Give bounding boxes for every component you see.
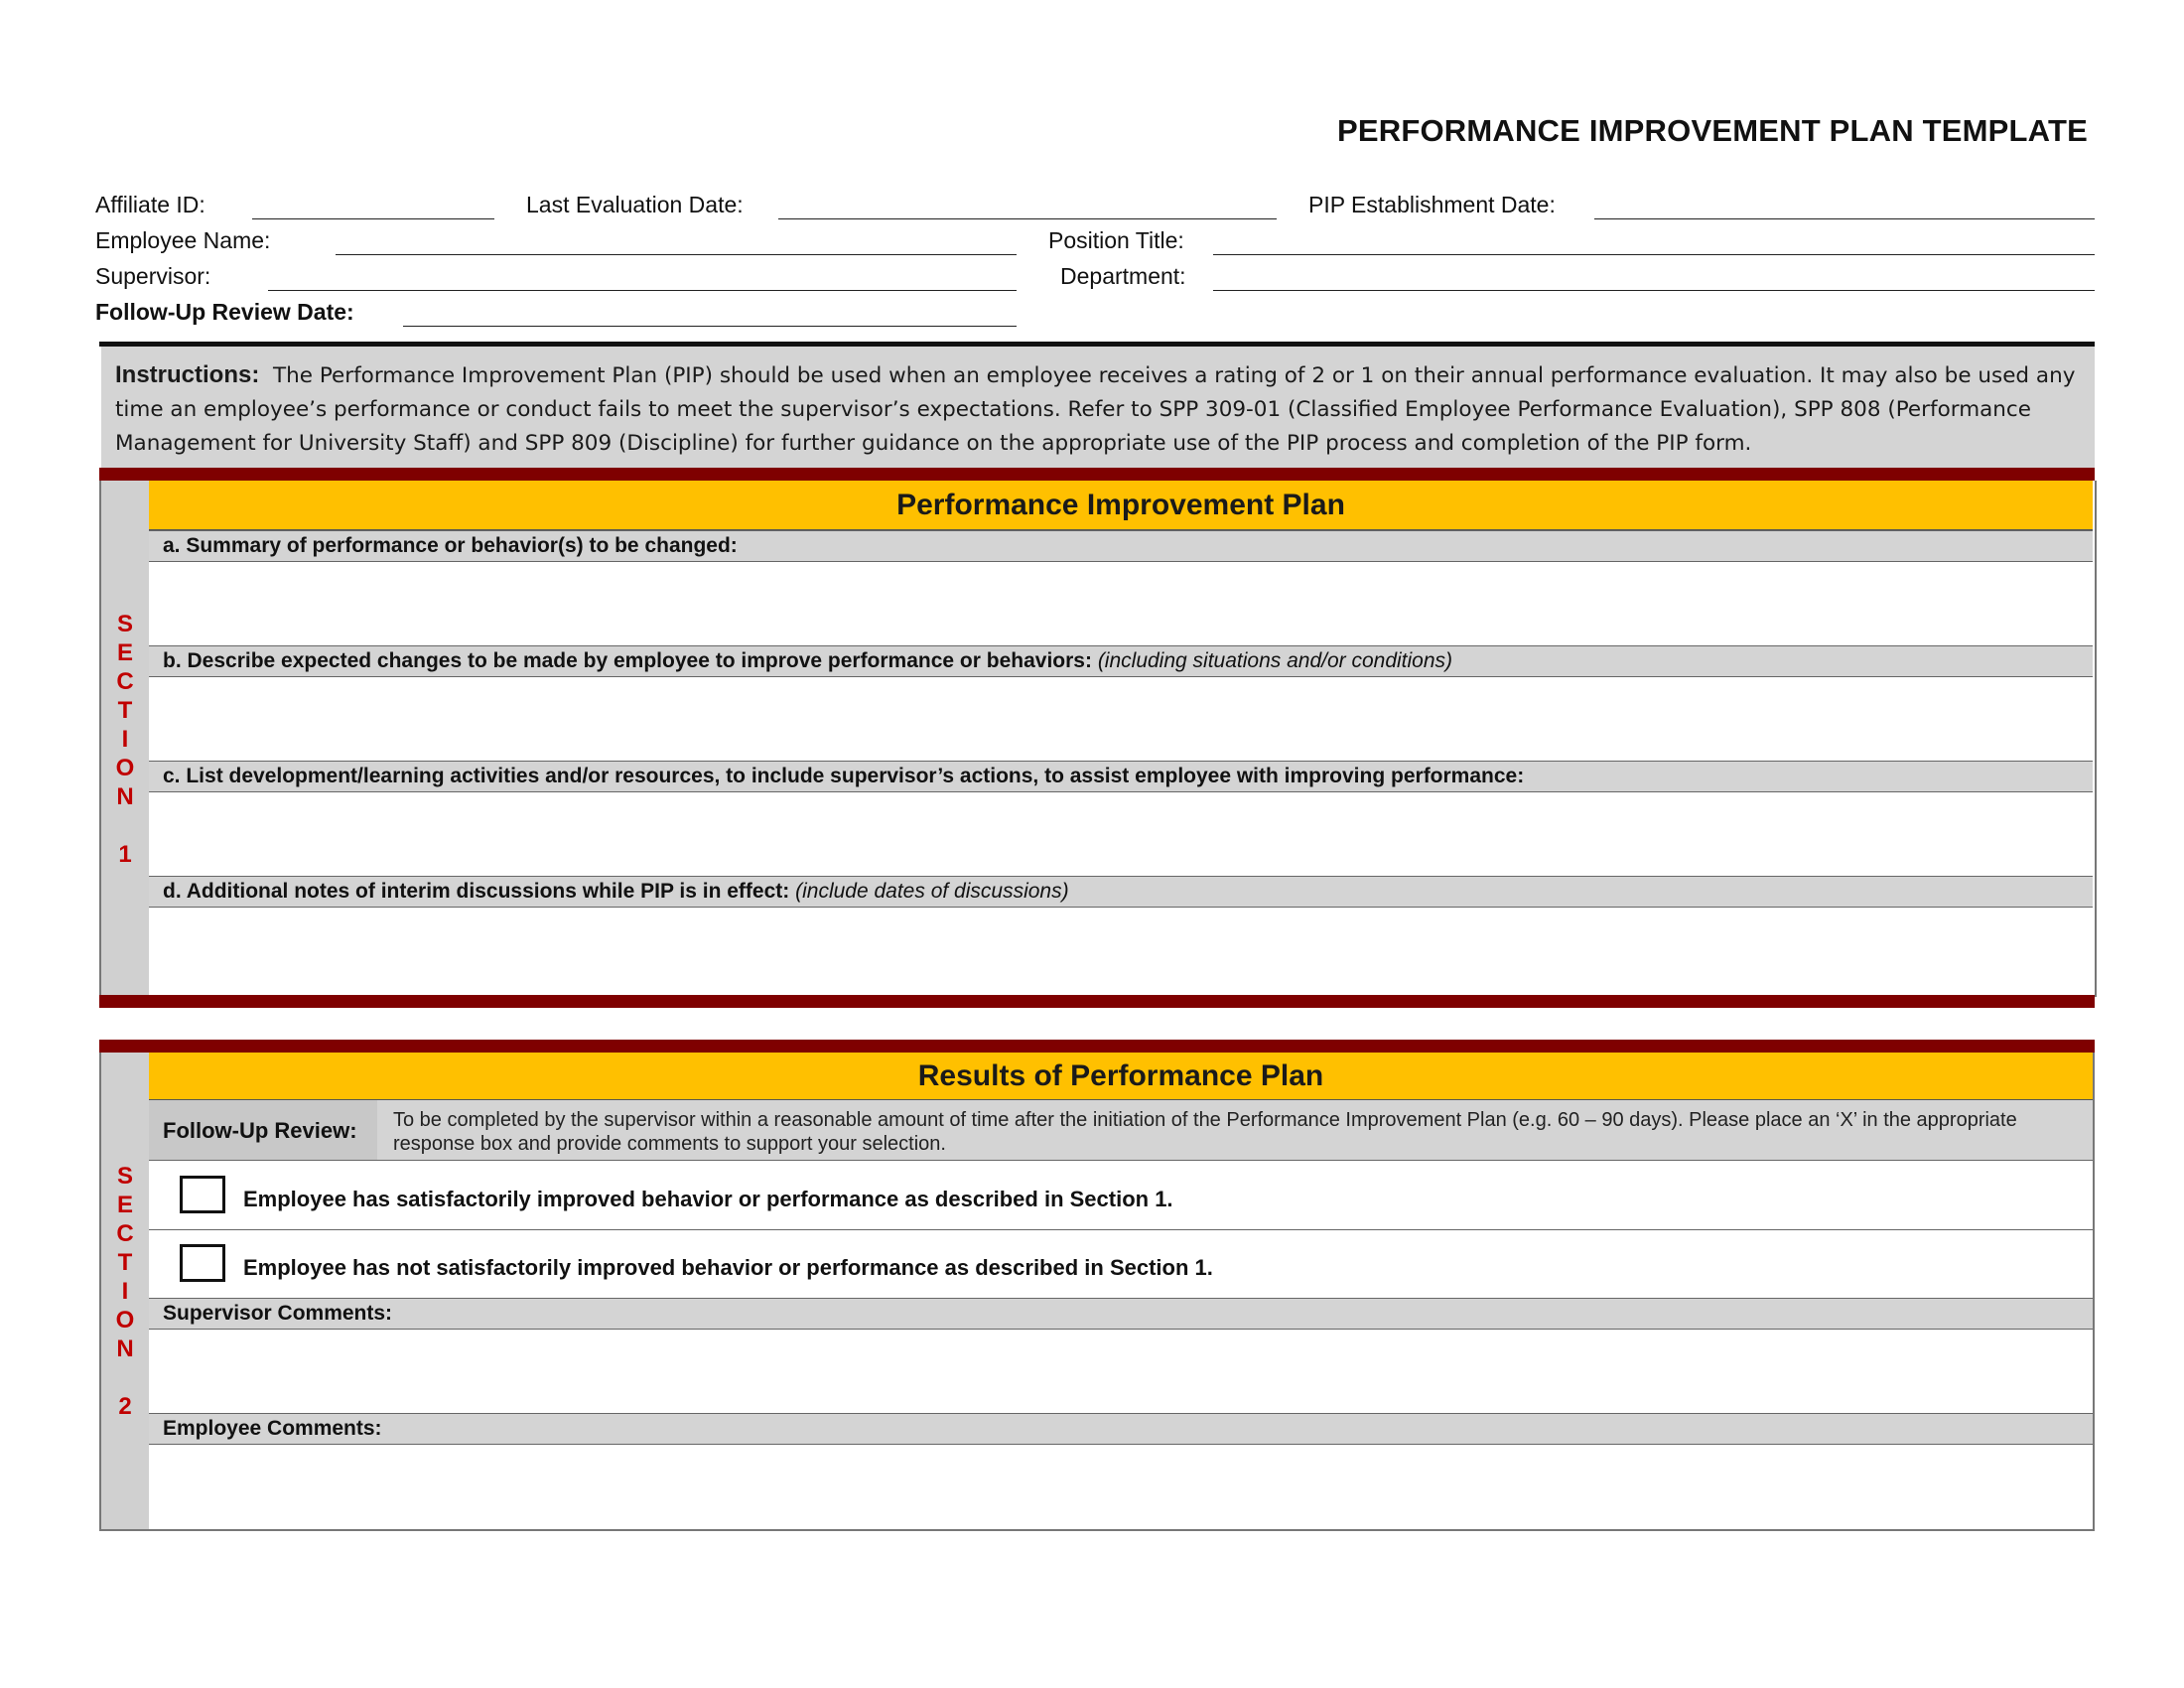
section1-row-a-label [149,530,2093,562]
row-a-text: a. Summary of performance or behavior(s) to be changed: [163,534,738,557]
instructions-text: The Performance Improvement Plan (PIP) should be used when an employee receives a rating of 2 or 1 on their annual performance evaluation. It may also be used any time an employee’s performance or conduct fails to meet the supervisor’s expectations. Refer to SPP 309-01 (Classified Employee Performance Evaluation), SPP 808 (Performance Management for University Staff) and SPP 809 (Discipline) for further guidance on the appropriate use of the PIP process and completion of the PIP form. [115,363,2076,456]
section2-tab-letter: E [116,1192,133,1218]
section1-tab-letter: S [116,611,133,637]
department-label: Department: [1060,263,1186,289]
section1-tab-letter: T [117,697,133,724]
section1-tab-number: 1 [118,841,132,868]
divider [149,1229,2093,1230]
section1-row-b-label [149,645,2093,677]
section1-row-d-label [149,876,2093,908]
supervisor-comments-input[interactable] [151,1330,2093,1413]
row-b-note: (including situations and/or conditions) [1097,649,1453,672]
section2-tab-letter: O [115,1307,135,1334]
section1-row-c-label [149,761,2093,792]
follow-up-review-date-label: Follow-Up Review Date: [95,299,354,325]
section1-row-d-input[interactable] [151,908,2093,995]
employee-comments-text: Employee Comments: [163,1417,382,1440]
section2-tab-letter: S [116,1163,133,1190]
section2-tab-letter: N [116,1336,134,1362]
row-b-text: b. Describe expected changes to be made by employee to improve performance or behaviors: [163,649,1092,672]
pip-establishment-date-label: PIP Establishment Date: [1308,192,1556,217]
section2-tab-number: 2 [118,1393,132,1420]
section2-tab [99,1053,149,1531]
section1-row-c-input[interactable] [151,792,2093,876]
employee-name-line[interactable] [336,254,1017,255]
section1-tab-letter: N [116,783,134,810]
section2-tab-letter: C [116,1220,134,1247]
section1-tab-letter: I [121,726,129,753]
supervisor-comments-text: Supervisor Comments: [163,1302,393,1325]
section2-tab-letter: T [117,1249,133,1276]
divider [149,1160,2093,1161]
follow-up-review-label: Follow-Up Review: [149,1100,377,1160]
supervisor-comments-label [149,1298,2093,1330]
supervisor-label: Supervisor: [95,263,211,289]
position-title-label: Position Title: [1048,227,1184,253]
not-improved-option-label: Employee has not satisfactorily improved behavior or performance as described in Section 1. [243,1255,1213,1280]
row-d-note: (include dates of discussions) [795,880,1069,903]
section1-tab [99,481,149,997]
follow-up-review-text: To be completed by the supervisor within a reasonable amount of time after the initiation of the Performance Improvement Plan (e.g. 60 – 90 days). Please place an ‘X’ in the appropriate response box and provide comments to support your selection. [377,1100,2093,1160]
improved-option-label: Employee has satisfactorily improved behavior or performance as described in Section 1. [243,1187,1173,1211]
employee-comments-input[interactable] [151,1445,2093,1529]
last-evaluation-date-label: Last Evaluation Date: [526,192,744,217]
pip-establishment-date-line[interactable] [1594,218,2095,219]
affiliate-id-line[interactable] [252,218,494,219]
section1-top-bar [99,468,2095,481]
improved-checkbox[interactable] [180,1176,225,1213]
section1-tab-letter: O [115,755,135,781]
follow-up-review-date-line[interactable] [403,326,1017,327]
department-line[interactable] [1213,290,2095,291]
section1-tab-letter: C [116,668,134,695]
supervisor-line[interactable] [268,290,1017,291]
document-title: PERFORMANCE IMPROVEMENT PLAN TEMPLATE [1336,113,2088,148]
section1-heading: Performance Improvement Plan [149,481,2093,530]
position-title-line[interactable] [1213,254,2095,255]
row-c-text: c. List development/learning activities and/or resources, to include supervisor’s actions, to assist employee with improving performance: [163,765,1525,787]
last-evaluation-date-line[interactable] [778,218,1277,219]
section1-row-a-input[interactable] [151,562,2093,645]
employee-name-label: Employee Name: [95,227,271,253]
section2-tab-letter: I [121,1278,129,1305]
section1-tab-letter: E [116,639,133,666]
section1-tab-spacer [101,811,149,840]
row-d-text: d. Additional notes of interim discussions while PIP is in effect: [163,880,790,903]
section1-row-b-input[interactable] [151,677,2093,761]
instructions-label: Instructions: [115,361,260,388]
not-improved-checkbox[interactable] [180,1244,225,1282]
employee-comments-label [149,1413,2093,1445]
section2-tab-spacer [101,1363,149,1392]
section2-top-bar [99,1040,2095,1053]
section1-bottom-bar [99,995,2095,1008]
affiliate-id-label: Affiliate ID: [95,192,205,217]
instructions-box [101,347,2095,468]
section2-heading: Results of Performance Plan [149,1053,2093,1100]
